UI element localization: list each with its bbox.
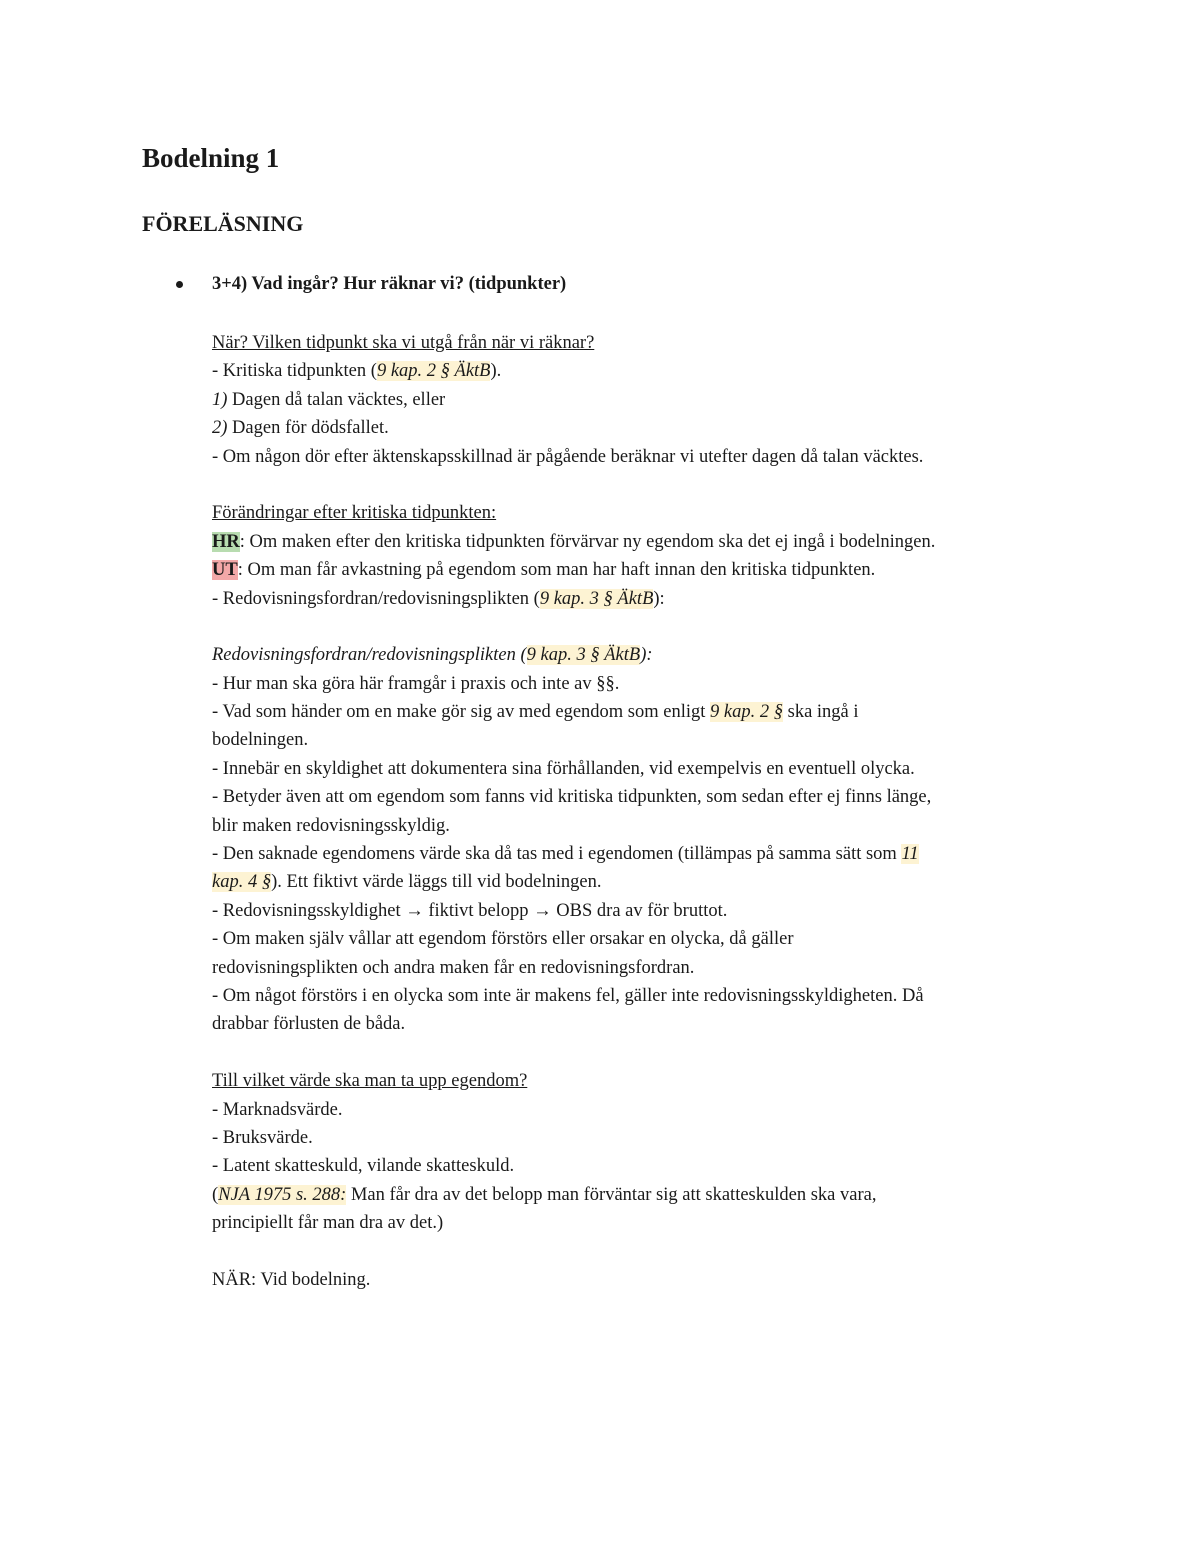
text-line: - Kritiska tidpunkten (9 kap. 2 § ÄktB). [212,361,502,382]
text-line: 1) Dagen då talan väcktes, eller [212,389,446,410]
law-reference: 9 kap. 2 § [710,702,783,723]
text-line: - Redovisningsfordran/redovisningsplikten (9 kap. 3 § ÄktB): [212,588,665,609]
ut-badge: UT [212,560,238,581]
text-line: 2) Dagen för dödsfallet. [212,418,389,439]
law-reference: 9 kap. 3 § ÄktB [539,588,654,609]
law-reference: 11 [901,844,919,865]
text-line: kap. 4 §). Ett fiktivt värde läggs till vid bodelningen. [212,872,602,893]
bullet-content [212,329,1072,1294]
text-line: - Om något förstörs i en olycka som inte är makens fel, gäller inte redovisningsskyldigheten. Då [212,985,924,1006]
case-reference: NJA 1975 s. 288: [218,1184,347,1205]
text-line: - Innebär en skyldighet att dokumentera sina förhållanden, vid exempelvis en eventuell olycka. [212,758,915,779]
text-line: blir maken redovisningsskyldig. [212,815,450,836]
document-title: Bodelning 1 [142,143,280,173]
text-line: - Den saknade egendomens värde ska då tas med i egendomen (tillämpas på samma sätt som 11 [212,844,919,865]
text-line-nar: NÄR: Vid bodelning. [212,1269,371,1290]
text-line: principiellt får man dra av det.) [212,1213,444,1234]
law-reference: 9 kap. 3 § ÄktB [526,645,641,666]
law-reference: 9 kap. 2 § ÄktB [376,361,491,382]
bullet-dot-icon [176,281,183,288]
bullet-text: 3+4) Vad ingår? Hur räknar vi? (tidpunkter) [212,274,567,294]
text-line: - Bruksvärde. [212,1127,313,1148]
subheading-tidpunkt: När? Vilken tidpunkt ska vi utgå från när vi räknar? [212,333,595,353]
text-line: - Redovisningsskyldighet → fiktivt belopp → OBS dra av för bruttot. [212,900,728,921]
text-line: - Vad som händer om en make gör sig av med egendom som enligt 9 kap. 2 § ska ingå i [212,702,859,723]
text-line: - Latent skatteskuld, vilande skatteskuld. [212,1156,515,1177]
text-line: drabbar förlusten de båda. [212,1014,406,1035]
hr-badge: HR [212,531,240,552]
subheading-forandringar: Förändringar efter kritiska tidpunkten: [212,503,497,524]
text-line: UT: Om man får avkastning på egendom som man har haft innan den kritiska tidpunkten. [212,560,876,581]
text-line: - Betyder även att om egendom som fanns vid kritiska tidpunkten, som sedan efter ej finns länge, [212,787,932,808]
subheading-redovisning: Redovisningsfordran/redovisningsplikten (9 kap. 3 § ÄktB): [212,645,653,666]
section-heading: FÖRELÄSNING [142,211,304,236]
subheading-varde: Till vilket värde ska man ta upp egendom? [212,1071,528,1092]
text-line: - Om maken själv vållar att egendom förstörs eller orsakar en olycka, då gäller [212,929,794,950]
text-line: bodelningen. [212,730,309,751]
text-line: (NJA 1975 s. 288: Man får dra av det belopp man förväntar sig att skatteskulden ska vara, [212,1184,877,1205]
text-line: - Hur man ska göra här framgår i praxis och inte av §§. [212,673,620,694]
text-line: redovisningsplikten och andra maken får en redovisningsfordran. [212,957,695,978]
text-line: - Marknadsvärde. [212,1099,343,1120]
text-line: - Om någon dör efter äktenskapsskillnad är pågående beräknar vi utefter dagen då talan väcktes. [212,446,924,467]
law-reference: kap. 4 § [212,872,272,893]
text-line: HR: Om maken efter den kritiska tidpunkten förvärvar ny egendom ska det ej ingå i bodelningen. [212,531,936,552]
